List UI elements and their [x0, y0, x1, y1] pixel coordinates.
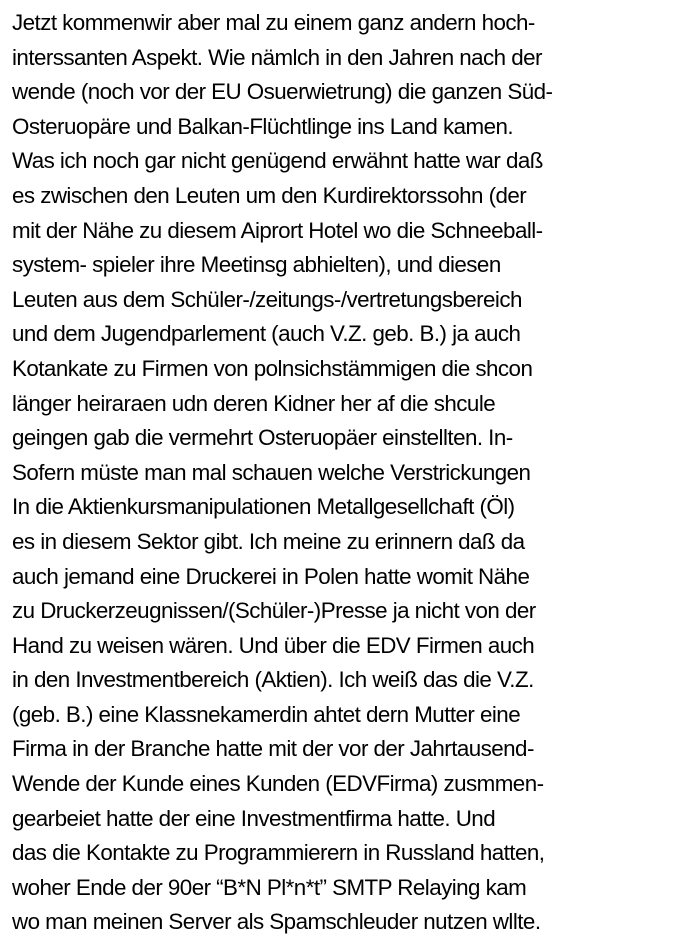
text-line: es zwischen den Leuten um den Kurdirektorssohn (der	[12, 182, 527, 208]
text-line: (geb. B.) eine Klassnekamerdin ahtet dern Mutter eine	[12, 701, 521, 727]
text-line: Firma in der Branche hatte mit der vor der Jahrtausend-	[12, 736, 534, 762]
text-line: länger heiraraen udn deren Kidner her af die shcule	[12, 390, 496, 416]
text-line: Osteruopäre und Balkan-Flüchtlinge ins Land kamen.	[12, 113, 514, 139]
text-line: Hand zu weisen wären. Und über die EDV Firmen auch	[12, 632, 535, 658]
text-line: Kotankate zu Firmen von polnsichstämmigen die shcon	[12, 355, 533, 381]
text-line: das die Kontakte zu Programmierern in Russland hatten,	[12, 840, 545, 866]
body-text	[12, 6, 680, 940]
text-line: es in diesem Sektor gibt. Ich meine zu erinnern daß da	[12, 528, 525, 554]
text-line: interssanten Aspekt. Wie nämlch in den Jahren nach der	[12, 44, 542, 70]
text-line: wo man meinen Server als Spamschleuder nutzen wllte.	[12, 909, 541, 935]
text-line: wende (noch vor der EU Osuerwietrung) die ganzen Süd-	[12, 79, 553, 105]
text-line: mit der Nähe zu diesem Aiprort Hotel wo die Schneeball-	[12, 217, 543, 243]
text-line: geingen gab die vermehrt Osteruopäer einstellten. In-	[12, 425, 513, 451]
text-line: Jetzt kommenwir aber mal zu einem ganz andern hoch-	[12, 10, 535, 35]
text-line: und dem Jugendparlement (auch V.Z. geb. B.) ja auch	[12, 321, 521, 347]
text-line: woher Ende der 90er “B*N Pl*n*t” SMTP Relaying kam	[12, 874, 527, 900]
text-line: Leuten aus dem Schüler-/zeitungs-/vertretungsbereich	[12, 286, 522, 312]
text-line: zu Druckerzeugnissen/(Schüler-)Presse ja nicht von der	[12, 598, 536, 624]
text-line: auch jemand eine Druckerei in Polen hatte womit Nähe	[12, 563, 530, 589]
text-line: Sofern müste man mal schauen welche Verstrickungen	[12, 459, 531, 485]
text-line: Was ich noch gar nicht genügend erwähnt hatte war daß	[12, 148, 543, 174]
text-line: gearbeiet hatte der eine Investmentfirma hatte. Und	[12, 805, 496, 831]
text-line: Wende der Kunde eines Kunden (EDVFirma) zusmmen-	[12, 771, 544, 797]
text-line: in den Investmentbereich (Aktien). Ich weiß das die V.Z.	[12, 667, 534, 693]
text-line: In die Aktienkursmanipulationen Metallgesellchaft (Öl)	[12, 494, 515, 520]
text-line: system- spieler ihre Meetinsg abhielten), und diesen	[12, 252, 501, 278]
